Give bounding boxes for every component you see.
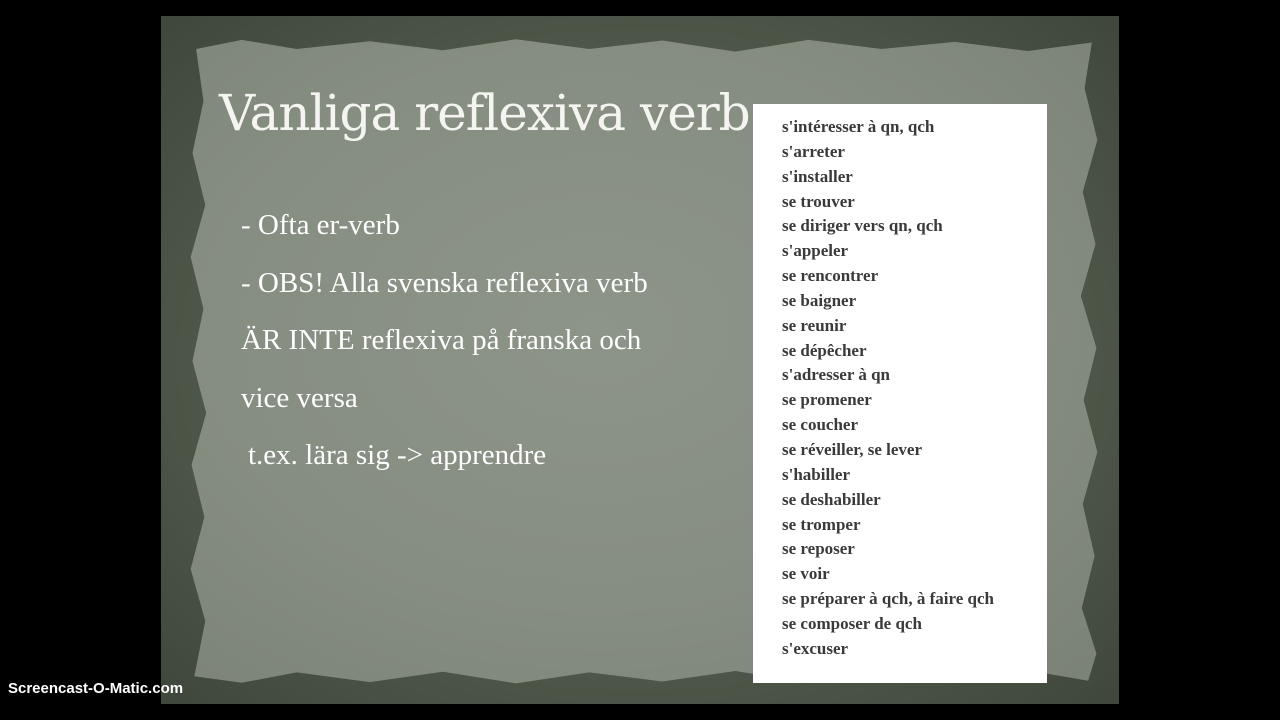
verb-item: se diriger vers qn, qch	[782, 216, 943, 236]
verb-item: se rencontrer	[782, 266, 879, 286]
verb-item: se trouver	[782, 191, 855, 211]
verb-item: s'intéresser à qn, qch	[782, 117, 935, 136]
body-line-example: t.ex. lära sig -> apprendre	[248, 439, 547, 471]
verb-item: se préparer à qch, à faire qch	[782, 589, 995, 609]
body-line: - Ofta er-verb	[241, 209, 400, 241]
screencast-watermark: Screencast-O-Matic.com	[8, 680, 184, 697]
verb-item: s'appeler	[782, 241, 849, 261]
body-line: - OBS! Alla svenska reflexiva verb	[241, 266, 648, 299]
verb-item: se voir	[782, 564, 830, 584]
verb-item: se baigner	[782, 290, 857, 310]
slide-title: Vanliga reflexiva verb	[219, 84, 750, 142]
verb-item: se réveiller, se lever	[782, 439, 923, 459]
verb-item: se tromper	[782, 514, 861, 534]
body-line: ÄR INTE reflexiva på franska och	[241, 324, 642, 356]
verb-item: s'excuser	[782, 638, 849, 658]
verb-item: s'arreter	[782, 141, 845, 161]
verb-item: se reunir	[782, 315, 847, 335]
verb-item: s'habiller	[782, 464, 851, 484]
verb-item: se deshabiller	[782, 489, 881, 509]
verb-item: se coucher	[782, 415, 859, 435]
verb-item: se promener	[782, 390, 872, 410]
verb-item: s'adresser à qn	[782, 365, 891, 385]
verb-item: s'installer	[782, 166, 853, 186]
verb-list	[753, 104, 1047, 662]
verb-item: se reposer	[782, 539, 855, 559]
slide-body	[241, 200, 721, 488]
verb-list-panel	[753, 104, 1047, 683]
verb-item: se dépêcher	[782, 340, 867, 360]
verb-item: se composer de qch	[782, 613, 922, 633]
body-line: vice versa	[241, 381, 358, 414]
